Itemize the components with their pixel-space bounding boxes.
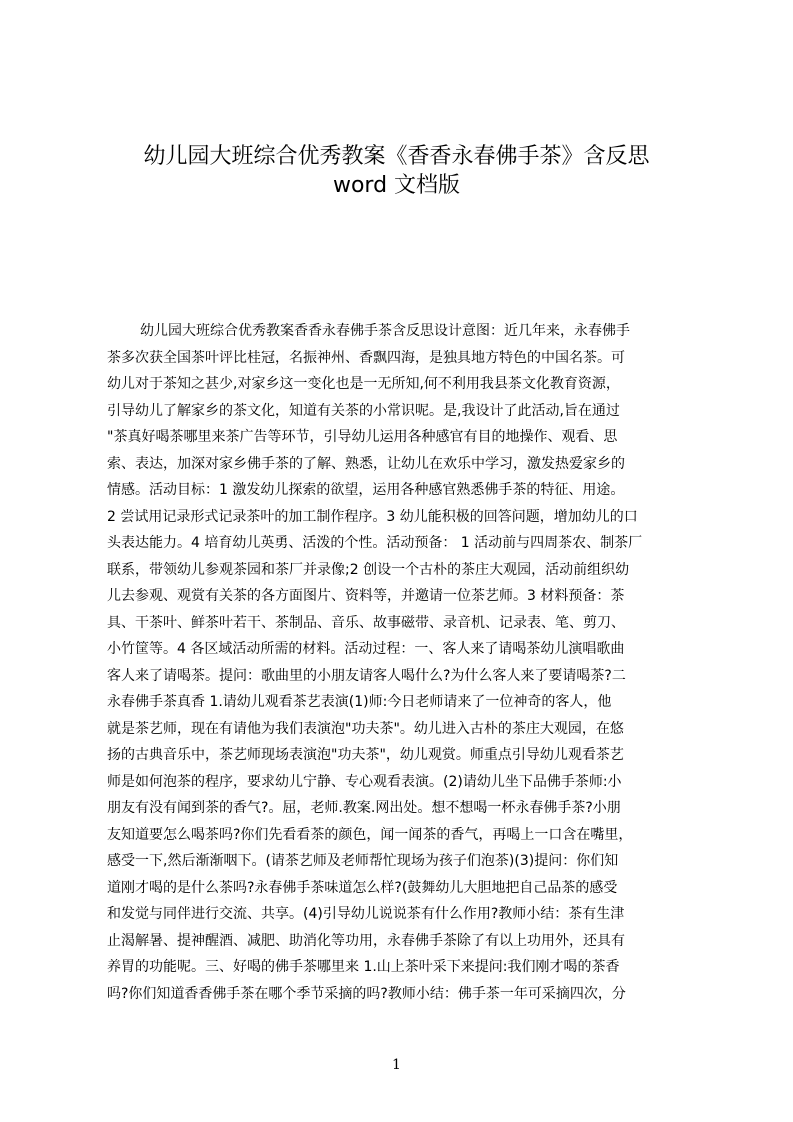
page-number: 1 <box>392 1057 401 1073</box>
title-line-1: 幼儿园大班综合优秀教案《香香永春佛手茶》含反思 <box>143 144 650 169</box>
title-line-2: word 文档版 <box>332 173 461 198</box>
body-line: 联系，带领幼儿参观茶园和茶厂并录像;2 创设一个古朴的茶庄大观园，活动前组织幼 <box>107 561 630 578</box>
body-line: 就是茶艺师，现在有请他为我们表演泡"功夫茶"。幼儿进入古朴的茶庄大观园，在悠 <box>107 720 624 737</box>
document-title <box>60 142 733 200</box>
body-line: 引导幼儿了解家乡的茶文化，知道有关茶的小常识呢。是,我设计了此活动,旨在通过 <box>107 402 620 419</box>
document-body <box>107 318 697 1002</box>
body-line: 客人来了请喝茶。提问：歌曲里的小朋友请客人喝什么?为什么客人来了要请喝茶?二 <box>107 667 626 684</box>
body-line: 吗?你们知道香香佛手茶在哪个季节采摘的吗?教师小结：佛手茶一年可采摘四次，分 <box>107 985 626 1002</box>
body-line: 头表达能力。4 培育幼儿英勇、活泼的个性。活动预备： 1 活动前与四周茶农、制茶厂 <box>107 535 643 551</box>
body-line: 师是如何泡茶的程序，要求幼儿宁静、专心观看表演。(2)请幼儿坐下品佛手茶师:小 <box>107 773 622 790</box>
body-line: 感受一下,然后渐渐咽下。(请茶艺师及老师帮忙现场为孩子们泡茶)(3)提问：你们知 <box>107 853 619 869</box>
body-line: 止渴解暑、提神醒酒、减肥、助消化等功用，永春佛手茶除了有以上功用外，还具有 <box>107 932 625 949</box>
body-line: "茶真好喝茶哪里来茶广告等环节，引导幼儿运用各种感官有目的地操作、观看、思 <box>107 429 618 445</box>
body-line: 小竹筐等。4 各区域活动所需的材料。活动过程：一、客人来了请喝茶幼儿演唱歌曲 <box>107 641 625 657</box>
body-line: 情感。活动目标：1 激发幼儿探索的欲望，运用各种感官熟悉佛手茶的特征、用途。 <box>107 482 625 498</box>
body-line: 具、干茶叶、鲜茶叶若干、茶制品、音乐、故事磁带、录音机、记录表、笔、剪刀、 <box>107 614 625 631</box>
body-line: 幼儿对于茶知之甚少,对家乡这一变化也是一无所知,何不利用我县茶文化教育资源， <box>107 376 620 392</box>
body-line: 茶多次获全国茶叶评比桂冠，名振神州、香飘四海，是独具地方特色的中国名茶。可 <box>107 349 625 366</box>
body-line: 朋友有没有闻到茶的香气?。屈，老师.教案.网出处。想不想喝一杯永春佛手茶?小朋 <box>107 800 621 816</box>
body-line: 友知道要怎么喝茶吗?你们先看看茶的颜色，闻一闻茶的香气，再喝上一口含在嘴里， <box>107 826 633 843</box>
body-line: 索、表达，加深对家乡佛手茶的了解、熟悉，让幼儿在欢乐中学习，激发热爱家乡的 <box>107 455 625 472</box>
body-line: 和发觉与同伴进行交流、共享。(4)引导幼儿说说茶有什么作用?教师小结：茶有生津 <box>107 906 625 922</box>
body-line: 儿去参观、观赏有关茶的各方面图片、资料等，并邀请一位茶艺师。3 材料预备：茶 <box>107 588 625 604</box>
body-line: 幼儿园大班综合优秀教案香香永春佛手茶含反思设计意图：近几年来，永春佛手 <box>140 323 630 339</box>
body-line: 扬的古典音乐中，茶艺师现场表演泡"功夫茶"，幼儿观赏。师重点引导幼儿观看茶艺 <box>107 747 624 763</box>
body-line: 2 尝试用记录形式记录茶叶的加工制作程序。3 幼儿能积极的回答问题，增加幼儿的口 <box>107 508 638 525</box>
body-line: 养胃的功能呢。三、好喝的佛手茶哪里来 1.山上茶叶采下来提问:我们刚才喝的茶香 <box>107 959 620 975</box>
body-line: 永春佛手茶真香 1.请幼儿观看茶艺表演(1)师:今日老师请来了一位神奇的客人，他 <box>107 694 612 710</box>
body-line: 道刚才喝的是什么茶吗?永春佛手茶味道怎么样?(鼓舞幼儿大胆地把自己品茶的感受 <box>107 879 618 896</box>
